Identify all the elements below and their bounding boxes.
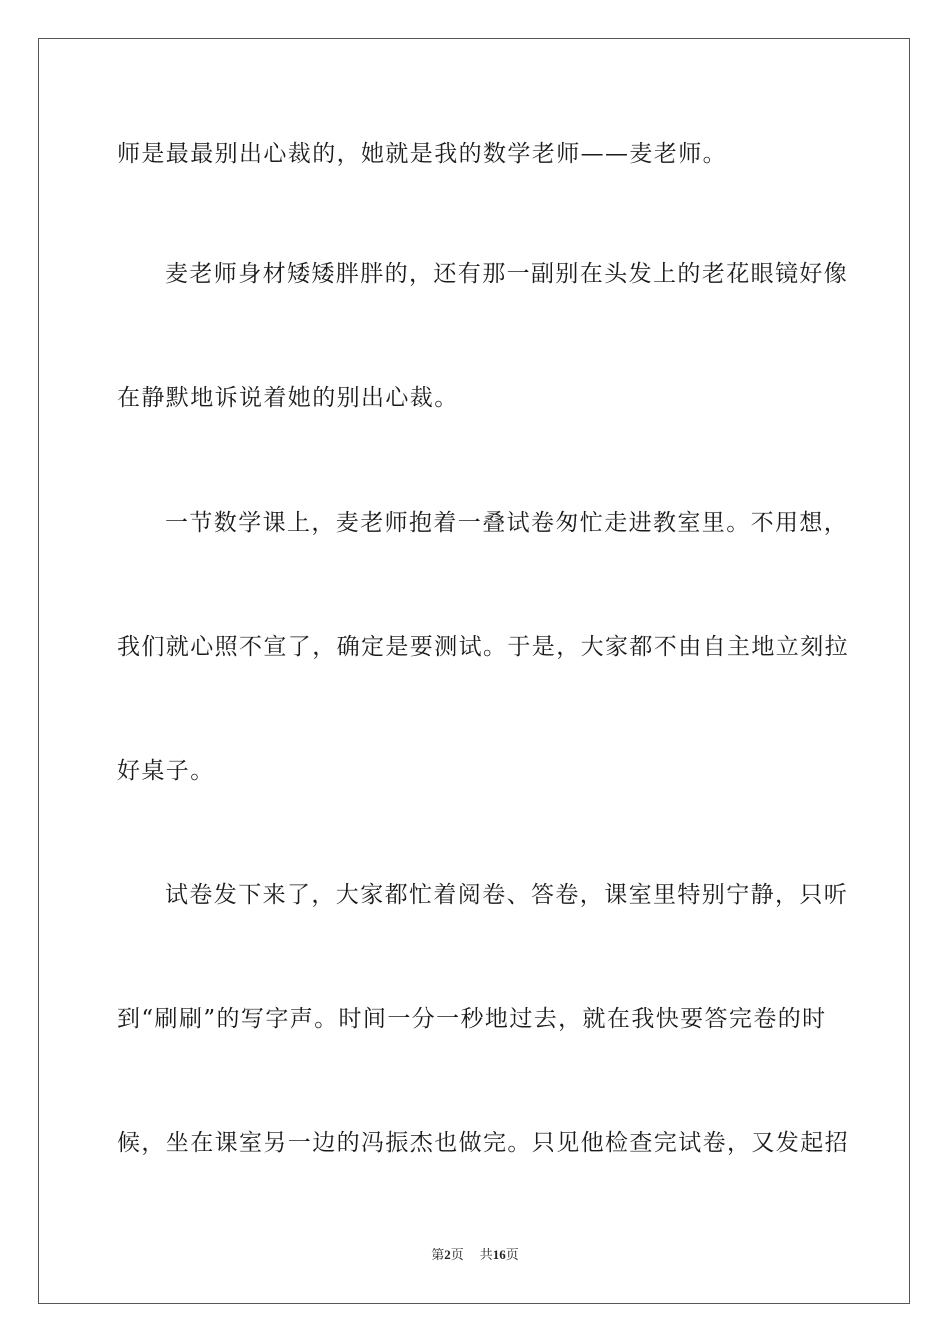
text-line-1: 师是最最别出心裁的，她就是我的数学老师——麦老师。 [117,141,727,167]
text-line-9: 候，坐在课室另一边的冯振杰也做完。只见他检查完试卷，又发起招 [117,1130,849,1156]
page-suffix: 页 [450,1247,464,1262]
text-line-7: 试卷发下来了，大家都忙着阅卷、答卷，课室里特别宁静，只听 [165,882,849,908]
page-border [38,38,910,1304]
page-number: 2 [444,1247,451,1262]
page-footer [0,1246,950,1264]
text-line-5: 我们就心照不宣了，确定是要测试。于是，大家都不由自主地立刻拉 [117,634,849,660]
page-prefix: 第 [431,1247,445,1262]
text-line-3: 在静默地诉说着她的别出心裁。 [117,385,459,411]
text-line-2: 麦老师身材矮矮胖胖的，还有那一副别在头发上的老花眼镜好像 [165,261,849,287]
text-line-4: 一节数学课上，麦老师抱着一叠试卷匆忙走进教室里。不用想， [165,510,849,536]
total-prefix: 共 [479,1247,493,1262]
text-line-6: 好桌子。 [117,758,215,784]
total-pages: 16 [492,1247,506,1262]
text-line-8: 到“刷刷”的写字声。时间一分一秒地过去，就在我快要答完卷的时 [117,1006,827,1032]
total-suffix: 页 [505,1247,519,1262]
